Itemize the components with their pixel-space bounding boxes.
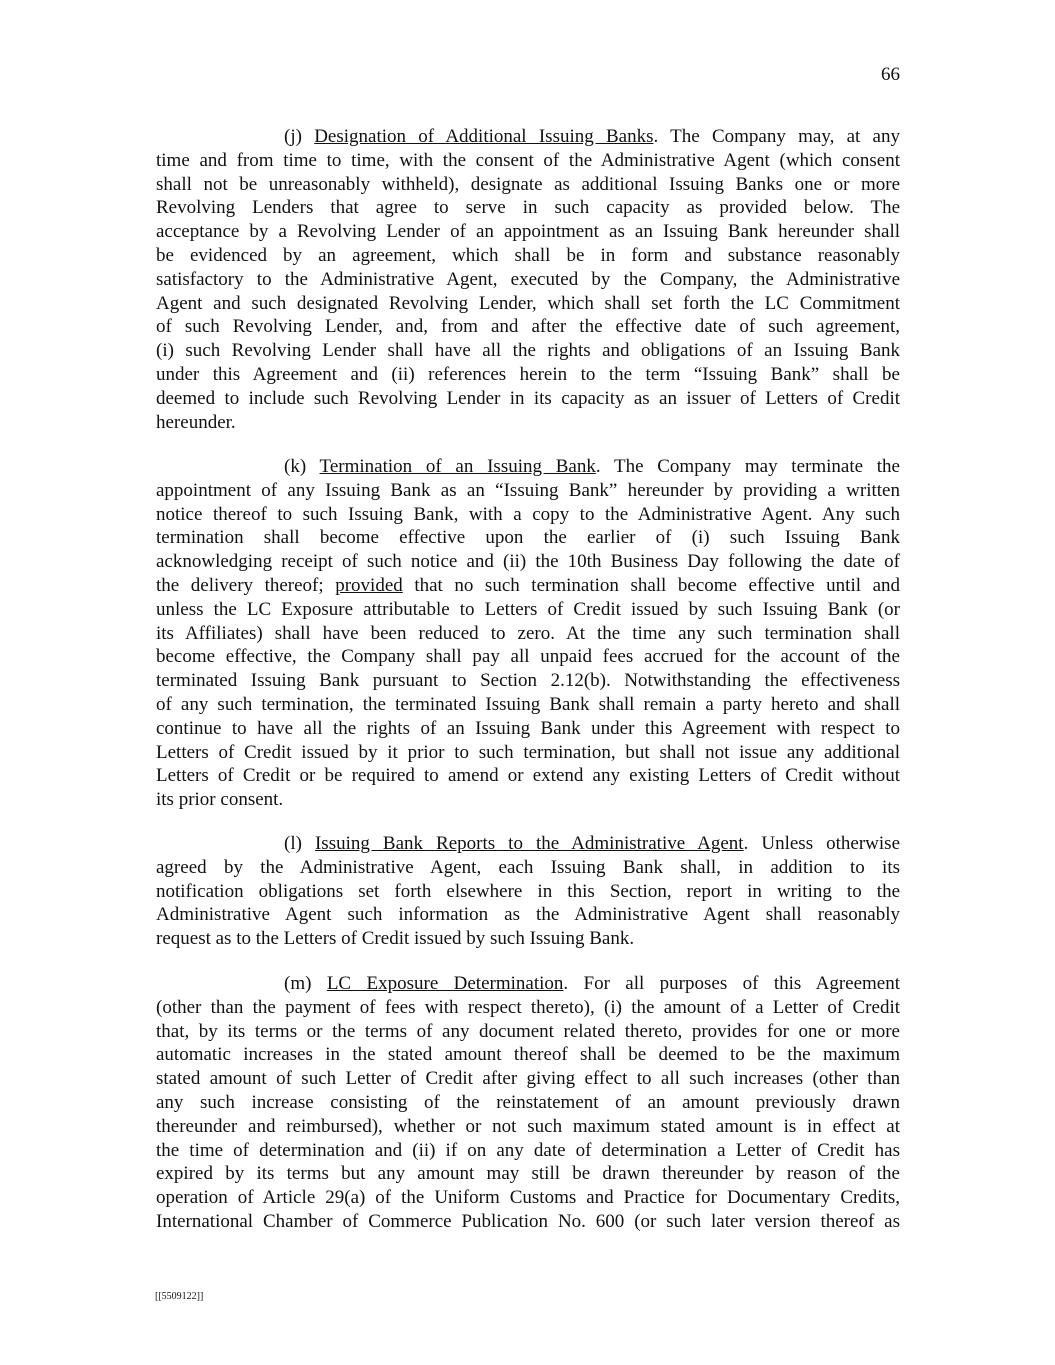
text-line: stated amount of such Letter of Credit after giving effect to all such increases (other than xyxy=(156,1068,900,1090)
paragraph-heading: Termination of an Issuing Bank xyxy=(319,456,596,477)
text-line: appointment of any Issuing Bank as an “Issuing Bank” hereunder by providing a written xyxy=(156,479,900,501)
paragraph-k xyxy=(156,455,900,812)
text-line: request as to the Letters of Credit issued by such Issuing Bank. xyxy=(156,928,635,950)
document-id-footer: [[5509122]] xyxy=(155,1291,204,1302)
text-line: that, by its terms or the terms of any document related thereto, provides for one or more xyxy=(156,1020,900,1042)
text-line: acknowledging receipt of such notice and (ii) the 10th Business Day following the date of xyxy=(156,551,900,573)
paragraph-l xyxy=(156,832,900,951)
paragraph-marker: (k) xyxy=(284,456,320,477)
text-line: operation of Article 29(a) of the Uniform Customs and Practice for Documentary Credits, xyxy=(156,1187,900,1209)
text-line: Letters of Credit issued by it prior to such termination, but shall not issue any additional xyxy=(156,741,900,763)
text-line: expired by its terms but any amount may still be drawn thereunder by reason of the xyxy=(156,1163,900,1185)
text-line: International Chamber of Commerce Publication No. 600 (or such later version thereof as xyxy=(156,1210,900,1232)
text-line: Administrative Agent such information as the Administrative Agent shall reasonably xyxy=(156,904,900,926)
text-line: unless the LC Exposure attributable to Letters of Credit issued by such Issuing Bank (or xyxy=(156,598,900,620)
paragraph-heading: Issuing Bank Reports to the Administrative Agent xyxy=(314,833,744,854)
paragraph-first-line xyxy=(156,125,900,149)
text-line: thereunder and reimbursed), whether or not such maximum stated amount is in effect at xyxy=(156,1115,900,1137)
text-line: (i) such Revolving Lender shall have all the rights and obligations of an Issuing Bank xyxy=(156,340,900,362)
text-line: notice thereof to such Issuing Bank, with a copy to the Administrative Agent. Any such xyxy=(156,503,900,525)
text-line: hereunder. xyxy=(156,411,236,433)
provided-term: provided xyxy=(335,574,403,596)
text-line: Revolving Lenders that agree to serve in such capacity as provided below. The xyxy=(156,197,900,219)
text-line: of any such termination, the terminated Issuing Bank shall remain a party hereto and shall xyxy=(156,693,900,715)
text-line: time and from time to time, with the consent of the Administrative Agent (which consent xyxy=(156,149,900,171)
paragraph-marker: (j) xyxy=(284,126,315,147)
text-line: agreed by the Administrative Agent, each Issuing Bank shall, in addition to its xyxy=(156,856,900,878)
paragraph-first-line-text: . The Company may, at any xyxy=(653,126,900,147)
text-line: the delivery thereof; provided that no such termination shall become effective until and xyxy=(156,574,900,596)
text-line: terminated Issuing Bank pursuant to Section 2.12(b). Notwithstanding the effectiveness xyxy=(156,670,900,692)
paragraph-first-line xyxy=(156,832,900,856)
text-line: Agent and such designated Revolving Lender, which shall set forth the LC Commitment xyxy=(156,292,900,314)
text-line: (other than the payment of fees with respect thereto), (i) the amount of a Letter of Credit xyxy=(156,996,900,1018)
text-line: shall not be unreasonably withheld), designate as additional Issuing Banks one or more xyxy=(156,173,900,195)
paragraph-first-line-text: . Unless otherwise xyxy=(743,833,900,854)
paragraph-marker: (m) xyxy=(284,973,327,994)
text-line: its prior consent. xyxy=(156,789,284,811)
paragraph-heading: LC Exposure Determination xyxy=(326,973,564,994)
page-number: 66 xyxy=(881,64,900,85)
text-line: acceptance by a Revolving Lender of an appointment as an Issuing Bank hereunder shall xyxy=(156,221,900,243)
paragraph-heading: Designation of Additional Issuing Banks xyxy=(314,126,654,147)
text-line: any such increase consisting of the reinstatement of an amount previously drawn xyxy=(156,1091,900,1113)
paragraph-first-line-text: . For all purposes of this Agreement xyxy=(563,973,901,994)
text-line: its Affiliates) shall have been reduced to zero. At the time any such termination shall xyxy=(156,622,900,644)
text-line: of such Revolving Lender, and, from and after the effective date of such agreement, xyxy=(156,316,900,338)
text-line: Letters of Credit or be required to amend or extend any existing Letters of Credit without xyxy=(156,765,900,787)
text-line: be evidenced by an agreement, which shall be in form and substance reasonably xyxy=(156,244,900,266)
text-line: deemed to include such Revolving Lender in its capacity as an issuer of Letters of Credit xyxy=(156,387,900,409)
text-line: satisfactory to the Administrative Agent, executed by the Company, the Administrative xyxy=(156,268,900,290)
text-line: under this Agreement and (ii) references herein to the term “Issuing Bank” shall be xyxy=(156,363,900,385)
text-line: the time of determination and (ii) if on any date of determination a Letter of Credit has xyxy=(156,1139,900,1161)
text-line: automatic increases in the stated amount thereof shall be deemed to be the maximum xyxy=(156,1044,900,1066)
text-line: become effective, the Company shall pay all unpaid fees accrued for the account of the xyxy=(156,646,900,668)
paragraph-first-line xyxy=(156,455,900,479)
text-line: termination shall become effective upon the earlier of (i) such Issuing Bank xyxy=(156,527,900,549)
paragraph-j xyxy=(156,125,900,434)
paragraph-m xyxy=(156,972,900,1234)
paragraph-marker: (l) xyxy=(284,833,315,854)
text-line: continue to have all the rights of an Issuing Bank under this Agreement with respect to xyxy=(156,717,900,739)
paragraph-first-line xyxy=(156,972,900,996)
text-line: notification obligations set forth elsewhere in this Section, report in writing to the xyxy=(156,880,900,902)
paragraph-first-line-text: . The Company may terminate the xyxy=(595,456,900,477)
